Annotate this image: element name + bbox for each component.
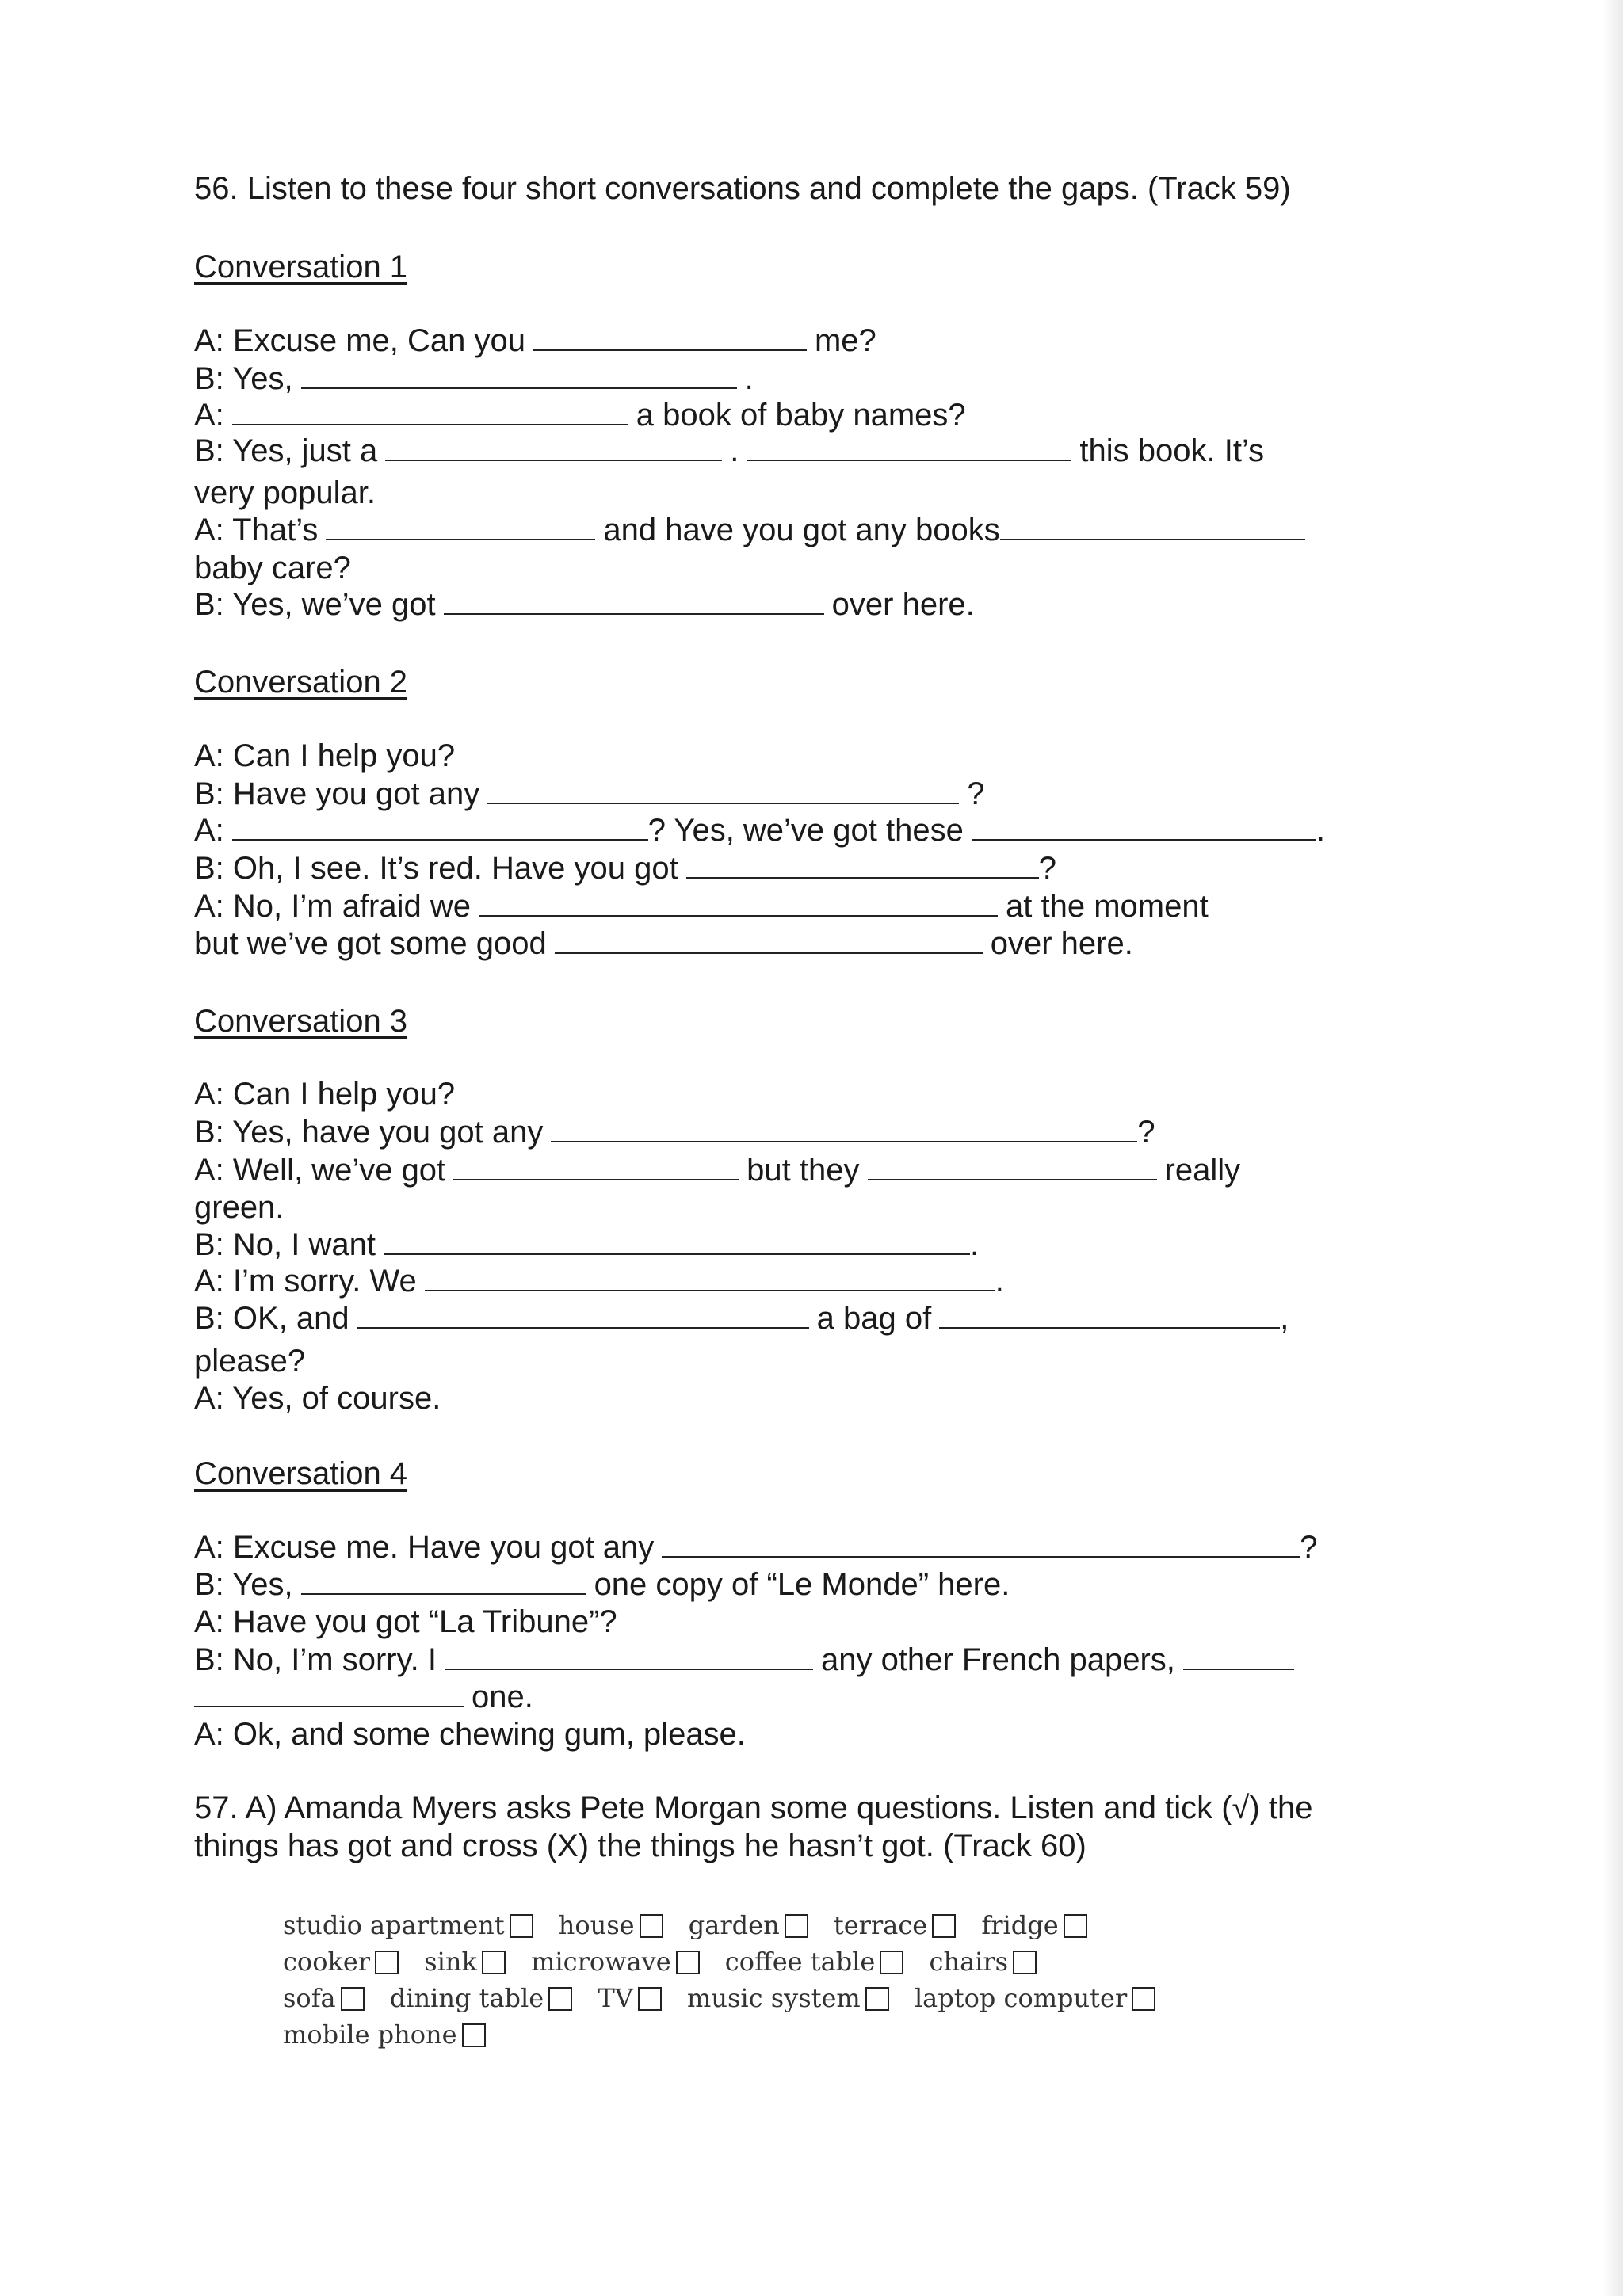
answer-gap[interactable] bbox=[972, 812, 1316, 841]
c1-line-7: baby care? bbox=[194, 551, 351, 585]
answer-gap[interactable] bbox=[384, 1226, 970, 1255]
c1-line-8: B: Yes, we’ve got over here. bbox=[194, 587, 975, 622]
answer-gap[interactable] bbox=[479, 888, 998, 917]
tick-item: dining table bbox=[390, 1982, 572, 2014]
tick-box[interactable] bbox=[341, 1987, 365, 2011]
answer-gap[interactable] bbox=[326, 512, 595, 540]
c3-line-2: B: Yes, have you got any ? bbox=[194, 1115, 1155, 1150]
conversation-3-heading: Conversation 3 bbox=[194, 1004, 408, 1039]
c4-line-3: A: Have you got “La Tribune”? bbox=[194, 1604, 617, 1639]
c3-line-1: A: Can I help you? bbox=[194, 1077, 456, 1112]
tick-box[interactable] bbox=[640, 1914, 663, 1938]
answer-gap[interactable] bbox=[357, 1300, 809, 1329]
answer-gap[interactable] bbox=[1000, 512, 1305, 540]
c2-line-5: A: No, I’m afraid we at the moment bbox=[194, 889, 1209, 924]
c3-line-6: A: I’m sorry. We . bbox=[194, 1264, 1004, 1299]
answer-gap[interactable] bbox=[453, 1152, 739, 1180]
tick-item: laptop computer bbox=[915, 1982, 1155, 2014]
tick-item: fridge bbox=[981, 1909, 1086, 1941]
c4-line-2: B: Yes, one copy of “Le Monde” here. bbox=[194, 1567, 1010, 1602]
tick-item: house bbox=[559, 1909, 663, 1941]
c1-line-2: B: Yes, . bbox=[194, 361, 754, 396]
answer-gap[interactable] bbox=[533, 322, 807, 351]
answer-gap[interactable] bbox=[194, 1679, 464, 1707]
answer-gap[interactable] bbox=[232, 812, 648, 841]
exercise-56-instruction: 56. Listen to these four short conversations and complete the gaps. (Track 59) bbox=[194, 171, 1291, 206]
tick-item: chairs bbox=[930, 1946, 1037, 1978]
c3-line-8: please? bbox=[194, 1344, 306, 1379]
tick-item: music system bbox=[687, 1982, 889, 2014]
c3-line-7: B: OK, and a bag of , bbox=[194, 1301, 1289, 1336]
c2-line-3: A: ? Yes, we’ve got these . bbox=[194, 813, 1325, 848]
tick-box[interactable] bbox=[375, 1951, 399, 1974]
c4-line-1: A: Excuse me. Have you got any ? bbox=[194, 1530, 1318, 1565]
tick-item: garden bbox=[689, 1909, 808, 1941]
c1-line-3: A: a book of baby names? bbox=[194, 398, 966, 433]
answer-gap[interactable] bbox=[445, 1642, 813, 1670]
answer-gap[interactable] bbox=[301, 1566, 586, 1595]
conversation-4-heading: Conversation 4 bbox=[194, 1456, 408, 1491]
conversation-1-heading: Conversation 1 bbox=[194, 250, 408, 284]
c2-line-2: B: Have you got any ? bbox=[194, 776, 985, 811]
tick-box[interactable] bbox=[482, 1951, 506, 1974]
tick-item: terrace bbox=[834, 1909, 956, 1941]
answer-gap[interactable] bbox=[444, 586, 824, 615]
conversation-2-heading: Conversation 2 bbox=[194, 665, 408, 700]
tick-item: studio apartment bbox=[283, 1909, 533, 1941]
tick-item: TV bbox=[598, 1982, 661, 2014]
tick-item: microwave bbox=[531, 1946, 700, 1978]
tick-item: sofa bbox=[283, 1982, 365, 2014]
tick-box[interactable] bbox=[1132, 1987, 1155, 2011]
tick-row-4 bbox=[283, 2019, 503, 2050]
c4-line-5: one. bbox=[194, 1678, 533, 1716]
answer-gap[interactable] bbox=[686, 850, 1039, 879]
answer-gap[interactable] bbox=[301, 360, 737, 389]
exercise-57-instruction-line-1: 57. A) Amanda Myers asks Pete Morgan some questions. Listen and tick (√) the bbox=[194, 1791, 1313, 1825]
c2-line-1: A: Can I help you? bbox=[194, 738, 456, 773]
c3-line-5: B: No, I want . bbox=[194, 1227, 980, 1262]
c1-line-5: very popular. bbox=[194, 475, 376, 510]
tick-item: coffee table bbox=[725, 1946, 904, 1978]
answer-gap[interactable] bbox=[425, 1263, 995, 1291]
answer-gap[interactable] bbox=[662, 1529, 1300, 1558]
answer-gap[interactable] bbox=[385, 433, 722, 461]
answer-gap[interactable] bbox=[868, 1152, 1157, 1180]
answer-gap[interactable] bbox=[487, 776, 959, 804]
exercise-57-instruction-line-2: things has got and cross (X) the things he hasn’t got. (Track 60) bbox=[194, 1829, 1086, 1863]
tick-box[interactable] bbox=[785, 1914, 808, 1938]
tick-box[interactable] bbox=[880, 1951, 903, 1974]
tick-box[interactable] bbox=[1013, 1951, 1037, 1974]
tick-box[interactable] bbox=[932, 1914, 956, 1938]
tick-row-2 bbox=[283, 1946, 1054, 1978]
c3-line-4: green. bbox=[194, 1190, 285, 1225]
c1-line-6: A: That’s and have you got any books bbox=[194, 511, 1313, 549]
c2-line-6: but we’ve got some good over here. bbox=[194, 926, 1133, 961]
tick-item: mobile phone bbox=[283, 2019, 486, 2050]
tick-box[interactable] bbox=[510, 1914, 533, 1938]
c3-line-9: A: Yes, of course. bbox=[194, 1381, 441, 1416]
c1-line-4: B: Yes, just a . this book. It’s bbox=[194, 433, 1265, 468]
tick-row-1 bbox=[283, 1909, 1105, 1941]
answer-gap[interactable] bbox=[1183, 1642, 1294, 1670]
c4-line-4: B: No, I’m sorry. I any other French papers, bbox=[194, 1641, 1294, 1679]
tick-row-3 bbox=[283, 1982, 1173, 2014]
answer-gap[interactable] bbox=[747, 433, 1071, 461]
answer-gap[interactable] bbox=[232, 397, 628, 425]
tick-box[interactable] bbox=[1064, 1914, 1087, 1938]
tick-box[interactable] bbox=[676, 1951, 700, 1974]
tick-box[interactable] bbox=[548, 1987, 572, 2011]
answer-gap[interactable] bbox=[939, 1300, 1280, 1329]
tick-box[interactable] bbox=[462, 2023, 486, 2047]
tick-item: cooker bbox=[283, 1946, 399, 1978]
scan-edge-shadow bbox=[1602, 0, 1623, 2296]
c3-line-3: A: Well, we’ve got but they really bbox=[194, 1153, 1241, 1188]
tick-item: sink bbox=[424, 1946, 506, 1978]
c2-line-4: B: Oh, I see. It’s red. Have you got ? bbox=[194, 851, 1056, 886]
tick-box[interactable] bbox=[638, 1987, 662, 2011]
c4-line-6: A: Ok, and some chewing gum, please. bbox=[194, 1717, 746, 1752]
tick-box[interactable] bbox=[865, 1987, 889, 2011]
answer-gap[interactable] bbox=[555, 925, 983, 954]
answer-gap[interactable] bbox=[551, 1114, 1137, 1142]
c1-line-1: A: Excuse me, Can you me? bbox=[194, 323, 876, 358]
